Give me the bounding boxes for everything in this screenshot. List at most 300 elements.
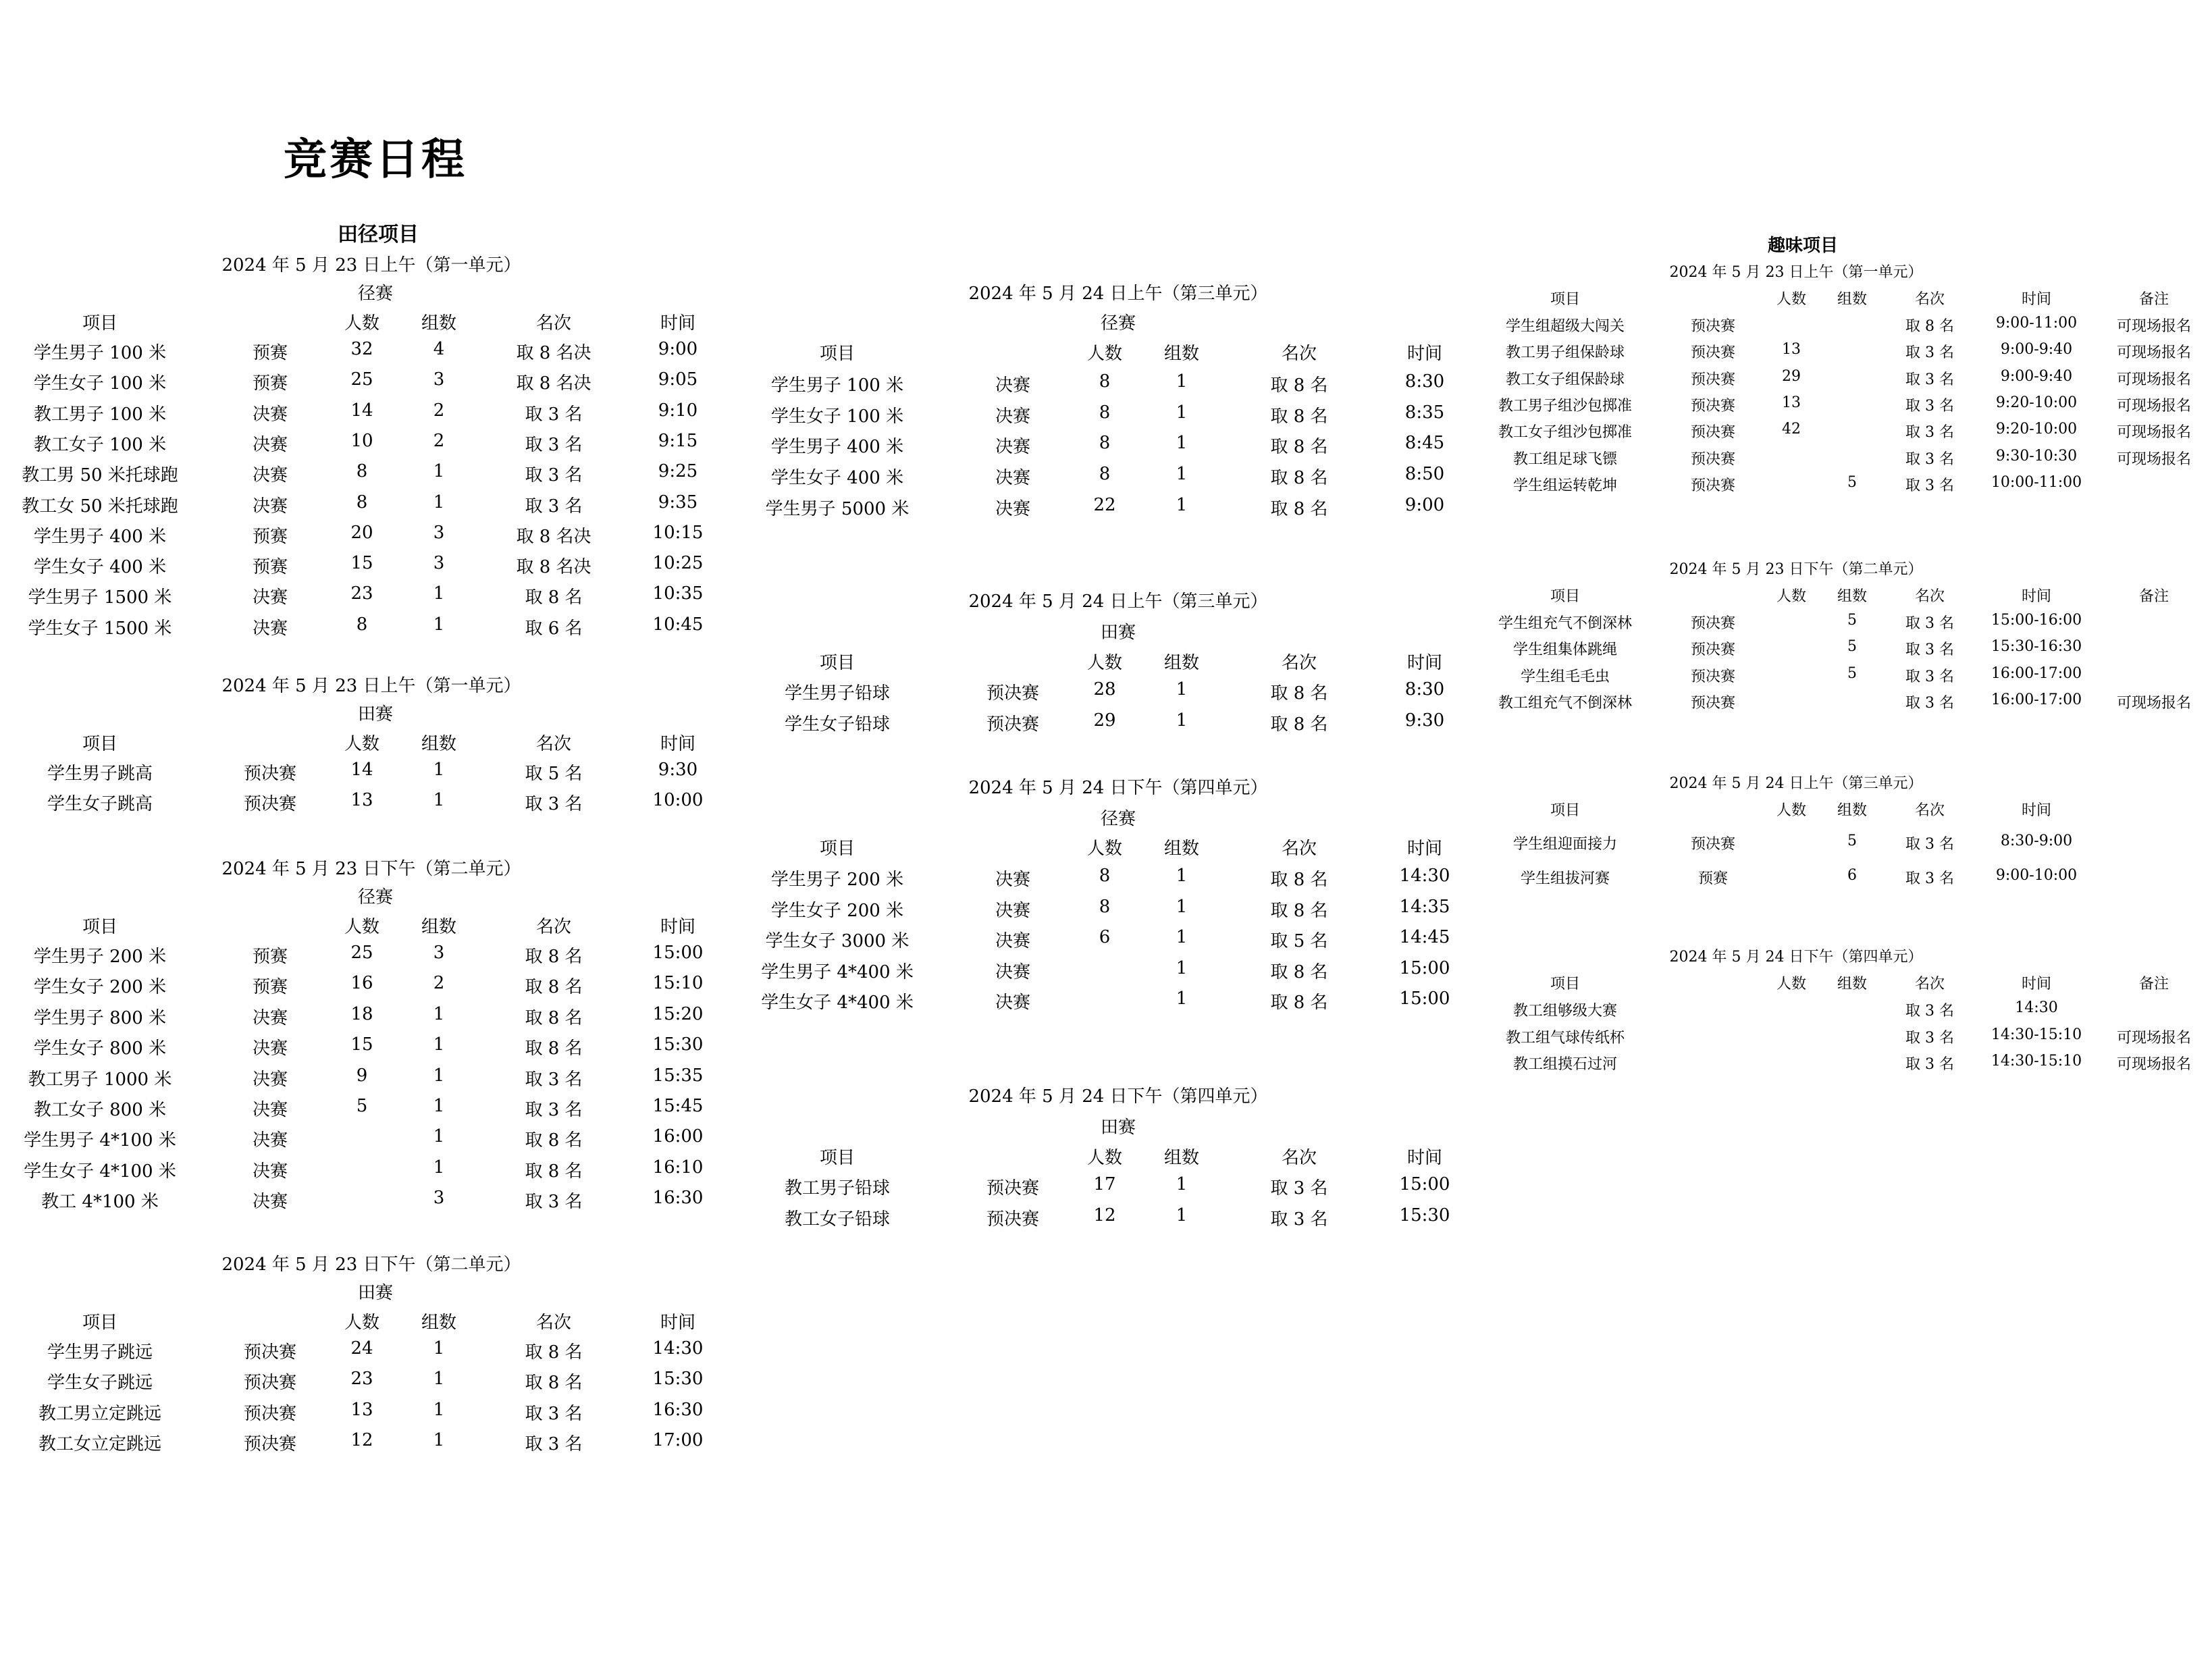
table-cell: 取 3 名 — [1905, 668, 1954, 685]
table-cell: 决赛 — [252, 587, 288, 608]
header-cell: 项目 — [82, 917, 118, 937]
header-cell: 时间 — [2021, 802, 2052, 819]
table-cell: 24 — [350, 1338, 373, 1359]
table-cell: 9:00-11:00 — [1995, 315, 2078, 332]
table-cell: 取 8 名 — [1270, 375, 1328, 396]
header-cell: 时间 — [660, 313, 696, 334]
table-cell: 决赛 — [995, 406, 1031, 427]
table-cell: 15:30-16:30 — [1991, 638, 2082, 656]
table-cell: 取 3 名 — [1905, 836, 1954, 853]
table-cell: 28 — [1093, 679, 1116, 700]
table-cell: 14 — [350, 400, 373, 421]
table-cell: 教工男 50 米托球跑 — [22, 465, 178, 486]
table-cell: 8:35 — [1404, 402, 1445, 423]
header-cell: 组数 — [1837, 976, 1868, 993]
table-cell: 9:35 — [658, 492, 698, 512]
table-cell: 32 — [350, 339, 373, 359]
table-cell: 取 3 名 — [1905, 870, 1954, 887]
session-date: 2024 年 5 月 23 日下午（第二单元） — [221, 859, 521, 879]
table-cell: 取 8 名 — [1270, 498, 1328, 519]
header-cell: 人数 — [1086, 344, 1123, 364]
table-cell: 学生女子 100 米 — [770, 406, 904, 427]
session-date: 2024 年 5 月 23 日下午（第二单元） — [221, 1255, 521, 1275]
table-cell: 29 — [1093, 710, 1116, 731]
table-cell: 决赛 — [252, 496, 288, 517]
table-cell: 学生组集体跳绳 — [1512, 641, 1618, 659]
table-cell: 预赛 — [252, 526, 288, 547]
table-cell: 29 — [1782, 367, 1801, 385]
table-cell: 学生男子 4*400 米 — [761, 962, 914, 982]
header-cell: 名次 — [1281, 1148, 1317, 1168]
table-cell: 学生女子跳远 — [47, 1373, 153, 1394]
table-cell: 取 3 名 — [525, 1100, 583, 1120]
table-cell: 1 — [1176, 433, 1188, 454]
event-category: 田赛 — [1100, 1117, 1136, 1138]
table-cell: 23 — [350, 583, 373, 604]
table-cell: 预赛 — [252, 977, 288, 998]
table-cell: 取 3 名 — [1905, 694, 1954, 712]
table-cell: 预决赛 — [1690, 318, 1736, 335]
table-cell: 1 — [433, 1126, 445, 1147]
table-cell: 8 — [1099, 433, 1111, 454]
table-cell: 教工女子组沙包掷准 — [1498, 424, 1633, 442]
table-cell: 决赛 — [252, 1007, 288, 1028]
table-cell: 9:00-9:40 — [2000, 341, 2073, 359]
header-cell: 名次 — [535, 1313, 572, 1333]
table-cell: 取 3 名 — [1905, 1029, 1954, 1047]
header-cell: 时间 — [1406, 344, 1443, 364]
table-cell: 1 — [433, 1065, 445, 1086]
table-cell: 可现场报名 — [2116, 1056, 2192, 1073]
header-cell: 项目 — [82, 1313, 118, 1333]
table-cell: 可现场报名 — [2116, 371, 2192, 388]
table-cell: 取 8 名 — [525, 587, 583, 608]
event-category: 田赛 — [357, 704, 394, 725]
table-cell: 预决赛 — [1690, 344, 1736, 362]
table-cell: 决赛 — [995, 375, 1031, 396]
table-cell: 预决赛 — [243, 794, 297, 814]
table-cell: 学生男子跳高 — [47, 764, 153, 784]
table-cell: 学生男子 200 米 — [770, 870, 904, 890]
table-cell: 学生女子 3000 米 — [765, 931, 910, 951]
header-cell: 备注 — [2138, 588, 2169, 605]
table-cell: 取 8 名 — [1905, 318, 1954, 335]
table-cell: 取 3 名 — [525, 1192, 583, 1213]
table-cell: 8 — [1099, 896, 1111, 917]
table-cell: 10:35 — [652, 583, 704, 604]
table-cell: 预决赛 — [243, 764, 297, 784]
table-cell: 教工男立定跳远 — [38, 1403, 162, 1424]
table-cell: 4 — [433, 339, 445, 359]
header-cell: 时间 — [660, 734, 696, 754]
table-cell: 12 — [1093, 1205, 1116, 1226]
header-cell: 人数 — [1776, 291, 1807, 308]
header-cell: 人数 — [344, 1313, 380, 1333]
header-cell: 时间 — [2021, 976, 2052, 993]
header-cell: 名次 — [1914, 802, 1945, 819]
table-cell: 取 3 名 — [1905, 397, 1954, 415]
header-cell: 项目 — [819, 653, 855, 673]
table-cell: 1 — [433, 1429, 445, 1450]
table-cell: 1 — [433, 790, 445, 810]
table-cell: 1 — [433, 1096, 445, 1116]
table-cell: 学生男子 100 米 — [33, 343, 167, 363]
table-cell: 学生女子 200 米 — [770, 900, 904, 921]
header-cell: 组数 — [421, 734, 457, 754]
table-cell: 1 — [433, 1338, 445, 1359]
table-cell: 3 — [433, 943, 445, 963]
table-cell: 决赛 — [995, 437, 1031, 458]
table-cell: 取 5 名 — [1270, 931, 1328, 951]
table-cell: 取 3 名 — [525, 404, 583, 425]
table-cell: 10 — [350, 430, 373, 451]
table-cell: 学生女子跳高 — [47, 794, 153, 814]
table-cell: 16:30 — [652, 1399, 704, 1420]
table-cell: 9:10 — [658, 400, 698, 421]
table-cell: 15:30 — [652, 1369, 704, 1390]
table-cell: 教工男子组保龄球 — [1505, 344, 1625, 362]
table-cell: 13 — [1782, 394, 1801, 411]
table-cell: 教工组够级大赛 — [1512, 1003, 1618, 1020]
table-cell: 1 — [1176, 371, 1188, 392]
table-cell: 1 — [433, 583, 445, 604]
table-cell: 取 3 名 — [525, 465, 583, 486]
header-cell: 组数 — [421, 917, 457, 937]
table-cell: 预决赛 — [1690, 397, 1736, 415]
table-cell: 取 8 名决 — [516, 526, 591, 547]
table-cell: 13 — [1782, 341, 1801, 359]
header-cell: 名次 — [535, 313, 572, 334]
header-cell: 组数 — [1163, 1148, 1200, 1168]
table-cell: 取 3 名 — [1905, 424, 1954, 442]
table-cell: 17:00 — [652, 1429, 704, 1450]
header-cell: 时间 — [2021, 291, 2052, 308]
table-cell: 16 — [350, 973, 373, 994]
table-cell: 预决赛 — [986, 714, 1040, 735]
table-cell: 决赛 — [252, 404, 288, 425]
table-cell: 14:30-15:10 — [1991, 1026, 2082, 1043]
table-cell: 8 — [356, 461, 368, 482]
table-cell: 1 — [433, 1157, 445, 1178]
table-cell: 10:00-11:00 — [1991, 473, 2082, 491]
table-cell: 5 — [356, 1096, 368, 1116]
table-cell: 8 — [1099, 371, 1111, 392]
header-cell: 名次 — [1914, 588, 1945, 605]
table-cell: 学生男子 200 米 — [33, 947, 167, 967]
table-cell: 预决赛 — [1690, 615, 1736, 632]
table-cell: 15 — [350, 553, 373, 574]
table-cell: 学生组拔河赛 — [1520, 870, 1610, 887]
table-cell: 可现场报名 — [2116, 424, 2192, 442]
table-cell: 15:35 — [652, 1065, 704, 1086]
table-cell: 决赛 — [995, 870, 1031, 890]
table-cell: 教工女立定跳远 — [38, 1433, 162, 1454]
table-cell: 16:00-17:00 — [1991, 664, 2082, 682]
page-title: 竞赛日程 — [284, 134, 467, 185]
table-cell: 13 — [350, 790, 373, 810]
table-cell: 25 — [350, 943, 373, 963]
table-cell: 15:45 — [652, 1096, 704, 1116]
table-cell: 16:30 — [652, 1188, 704, 1209]
table-cell: 1 — [1176, 464, 1188, 485]
table-cell: 9:00-9:40 — [2000, 367, 2073, 385]
header-cell: 人数 — [1776, 976, 1807, 993]
table-cell: 1 — [433, 1399, 445, 1420]
table-cell: 15:10 — [652, 973, 704, 994]
table-cell: 1 — [1176, 989, 1188, 1009]
table-cell: 取 8 名决 — [516, 343, 591, 363]
table-cell: 学生女子 400 米 — [770, 468, 904, 489]
table-cell: 学生女子 1500 米 — [28, 618, 172, 639]
header-cell: 名次 — [1281, 344, 1317, 364]
table-cell: 取 3 名 — [1905, 1003, 1954, 1020]
table-cell: 取 8 名 — [1270, 993, 1328, 1013]
header-cell: 人数 — [1086, 839, 1123, 859]
table-cell: 学生男子铅球 — [784, 683, 891, 704]
table-cell: 取 8 名 — [1270, 437, 1328, 458]
event-category: 田赛 — [357, 1283, 394, 1303]
table-cell: 教工组摸石过河 — [1512, 1056, 1618, 1073]
table-cell: 1 — [433, 760, 445, 780]
table-cell: 可现场报名 — [2116, 397, 2192, 415]
table-cell: 17 — [1093, 1174, 1116, 1194]
table-cell: 9:05 — [658, 369, 698, 390]
table-cell: 决赛 — [995, 993, 1031, 1013]
table-cell: 15:00 — [1399, 1174, 1450, 1194]
fun-events-heading: 趣味项目 — [1767, 236, 1838, 256]
table-cell: 教工女子 100 米 — [33, 434, 167, 455]
header-cell: 人数 — [344, 917, 380, 937]
table-cell: 学生女子 4*400 米 — [761, 993, 914, 1013]
table-cell: 1 — [1176, 866, 1188, 886]
table-cell: 预决赛 — [243, 1433, 297, 1454]
event-category: 径赛 — [1100, 809, 1136, 829]
table-cell: 学生组迎面接力 — [1512, 836, 1618, 853]
table-cell: 1 — [433, 492, 445, 512]
table-cell: 预决赛 — [243, 1403, 297, 1424]
table-cell: 决赛 — [995, 900, 1031, 921]
table-cell: 预赛 — [252, 947, 288, 967]
table-cell: 决赛 — [252, 1038, 288, 1059]
table-cell: 取 8 名决 — [516, 373, 591, 394]
session-date: 2024 年 5 月 23 日上午（第一单元） — [1669, 264, 1923, 281]
table-cell: 10:45 — [652, 614, 704, 635]
table-cell: 决赛 — [252, 1100, 288, 1120]
table-cell: 1 — [433, 614, 445, 635]
table-cell: 学生男子 800 米 — [33, 1007, 167, 1028]
session-date: 2024 年 5 月 24 日上午（第三单元） — [968, 591, 1268, 612]
table-cell: 取 3 名 — [1270, 1178, 1328, 1199]
header-cell: 组数 — [421, 1313, 457, 1333]
table-cell: 9:15 — [658, 430, 698, 451]
table-cell: 学生男子 400 米 — [770, 437, 904, 458]
table-cell: 教工女子铅球 — [784, 1209, 891, 1230]
table-cell: 可现场报名 — [2116, 450, 2192, 468]
table-cell: 1 — [1176, 402, 1188, 423]
table-cell: 取 3 名 — [525, 1069, 583, 1090]
table-cell: 决赛 — [252, 434, 288, 455]
table-cell: 学生组超级大闯关 — [1505, 318, 1625, 335]
table-cell: 教工男子 1000 米 — [28, 1069, 172, 1090]
table-cell: 教工 4*100 米 — [41, 1192, 159, 1213]
session-date: 2024 年 5 月 24 日上午（第三单元） — [968, 284, 1268, 304]
header-cell: 人数 — [1086, 1148, 1123, 1168]
header-cell: 项目 — [1550, 291, 1581, 308]
table-cell: 1 — [1176, 494, 1188, 515]
header-cell: 项目 — [1550, 802, 1581, 819]
table-cell: 15:30 — [652, 1034, 704, 1055]
track-field-heading: 田径项目 — [338, 223, 419, 246]
table-cell: 15 — [350, 1034, 373, 1055]
table-cell: 教工男子组沙包掷准 — [1498, 397, 1633, 415]
table-cell: 15:00 — [1399, 989, 1450, 1009]
table-cell: 教工女 50 米托球跑 — [22, 496, 178, 517]
table-cell: 14:30-15:10 — [1991, 1053, 2082, 1070]
table-cell: 决赛 — [995, 931, 1031, 951]
table-cell: 3 — [433, 1188, 445, 1209]
table-cell: 教工组充气不倒深林 — [1498, 694, 1633, 712]
header-cell: 时间 — [1406, 653, 1443, 673]
table-cell: 9:20-10:00 — [1995, 421, 2078, 438]
table-cell: 取 8 名 — [525, 1342, 583, 1363]
header-cell: 项目 — [819, 839, 855, 859]
session-date: 2024 年 5 月 23 日上午（第一单元） — [221, 255, 521, 275]
table-cell: 取 6 名 — [525, 618, 583, 639]
table-cell: 取 3 名 — [1905, 344, 1954, 362]
header-cell: 备注 — [2138, 976, 2169, 993]
table-cell: 可现场报名 — [2116, 694, 2192, 712]
session-date: 2024 年 5 月 24 日下午（第四单元） — [1669, 949, 1923, 966]
table-cell: 9:30 — [658, 760, 698, 780]
table-cell: 3 — [433, 522, 445, 543]
table-cell: 预赛 — [252, 557, 288, 578]
table-cell: 取 3 名 — [525, 434, 583, 455]
event-category: 径赛 — [357, 284, 394, 304]
table-cell: 18 — [350, 1003, 373, 1024]
table-cell: 1 — [1176, 1205, 1188, 1226]
event-category: 径赛 — [1100, 313, 1136, 334]
header-cell: 名次 — [535, 734, 572, 754]
header-cell: 时间 — [660, 1313, 696, 1333]
table-cell: 学生男子 100 米 — [770, 375, 904, 396]
table-cell: 8:50 — [1404, 464, 1445, 485]
table-cell: 取 8 名 — [1270, 714, 1328, 735]
table-cell: 预决赛 — [1690, 668, 1736, 685]
table-cell: 16:00-17:00 — [1991, 691, 2082, 708]
table-cell: 预决赛 — [986, 1178, 1040, 1199]
header-cell: 名次 — [1281, 653, 1317, 673]
table-cell: 14 — [350, 760, 373, 780]
header-cell: 组数 — [1163, 839, 1200, 859]
header-cell: 项目 — [1550, 588, 1581, 605]
header-cell: 组数 — [1163, 344, 1200, 364]
table-cell: 9:30 — [1404, 710, 1445, 731]
table-cell: 1 — [1176, 927, 1188, 947]
table-cell: 23 — [350, 1369, 373, 1390]
table-cell: 学生女子 4*100 米 — [24, 1161, 176, 1182]
header-cell: 备注 — [2138, 291, 2169, 308]
table-cell: 取 8 名决 — [516, 557, 591, 578]
table-cell: 9 — [356, 1065, 368, 1086]
table-cell: 取 3 名 — [1905, 477, 1954, 494]
table-cell: 决赛 — [252, 1161, 288, 1182]
table-cell: 14:30 — [1399, 866, 1450, 886]
table-cell: 14:30 — [652, 1338, 704, 1359]
table-cell: 取 5 名 — [525, 764, 583, 784]
session-date: 2024 年 5 月 23 日上午（第一单元） — [221, 676, 521, 696]
table-cell: 取 3 名 — [1905, 641, 1954, 659]
table-cell: 6 — [1847, 867, 1857, 884]
header-cell: 时间 — [1406, 839, 1443, 859]
table-cell: 9:30-10:30 — [1995, 447, 2078, 465]
table-cell: 14:30 — [2015, 999, 2058, 1016]
table-cell: 取 8 名 — [1270, 406, 1328, 427]
table-cell: 5 — [1847, 833, 1857, 849]
table-cell: 9:00-10:00 — [1995, 867, 2078, 884]
table-cell: 5 — [1847, 638, 1857, 656]
table-cell: 25 — [350, 369, 373, 390]
table-cell: 14:35 — [1399, 896, 1450, 917]
header-cell: 时间 — [2021, 588, 2052, 605]
header-cell: 人数 — [1086, 653, 1123, 673]
table-cell: 取 8 名 — [1270, 962, 1328, 982]
table-cell: 10:00 — [652, 790, 704, 810]
table-cell: 15:00 — [1399, 957, 1450, 978]
table-cell: 学生女子 400 米 — [33, 557, 167, 578]
table-cell: 2 — [433, 430, 445, 451]
table-cell: 学生男子 5000 米 — [765, 498, 910, 519]
table-cell: 取 3 名 — [525, 1403, 583, 1424]
table-cell: 取 8 名 — [525, 1373, 583, 1394]
table-cell: 1 — [1176, 710, 1188, 731]
table-cell: 1 — [1176, 896, 1188, 917]
table-cell: 8:45 — [1404, 433, 1445, 454]
table-cell: 学生组运转乾坤 — [1512, 477, 1618, 494]
table-cell: 1 — [433, 461, 445, 482]
table-cell: 9:25 — [658, 461, 698, 482]
table-cell: 16:00 — [652, 1126, 704, 1147]
table-cell: 15:30 — [1399, 1205, 1450, 1226]
table-cell: 决赛 — [252, 465, 288, 486]
table-cell: 42 — [1782, 421, 1801, 438]
session-date: 2024 年 5 月 24 日下午（第四单元） — [968, 778, 1268, 798]
table-cell: 10:15 — [652, 522, 704, 543]
table-cell: 学生男子 400 米 — [33, 526, 167, 547]
table-cell: 取 8 名 — [525, 1007, 583, 1028]
table-cell: 预决赛 — [986, 683, 1040, 704]
table-cell: 8:30 — [1404, 371, 1445, 392]
table-cell: 5 — [1847, 664, 1857, 682]
table-cell: 1 — [433, 1003, 445, 1024]
table-cell: 取 8 名 — [1270, 468, 1328, 489]
table-cell: 1 — [1176, 1174, 1188, 1194]
header-cell: 名次 — [1914, 976, 1945, 993]
table-cell: 取 3 名 — [1905, 1056, 1954, 1073]
table-cell: 20 — [350, 522, 373, 543]
table-cell: 16:10 — [652, 1157, 704, 1178]
session-date: 2024 年 5 月 24 日上午（第三单元） — [1669, 775, 1923, 792]
table-cell: 6 — [1099, 927, 1111, 947]
table-cell: 取 3 名 — [1905, 615, 1954, 632]
table-cell: 15:20 — [652, 1003, 704, 1024]
table-cell: 预赛 — [1697, 870, 1729, 887]
table-cell: 8 — [1099, 866, 1111, 886]
table-cell: 14:45 — [1399, 927, 1450, 947]
table-cell: 15:00 — [652, 943, 704, 963]
table-cell: 8:30 — [1404, 679, 1445, 700]
table-cell: 5 — [1847, 612, 1857, 629]
table-cell: 2 — [433, 973, 445, 994]
